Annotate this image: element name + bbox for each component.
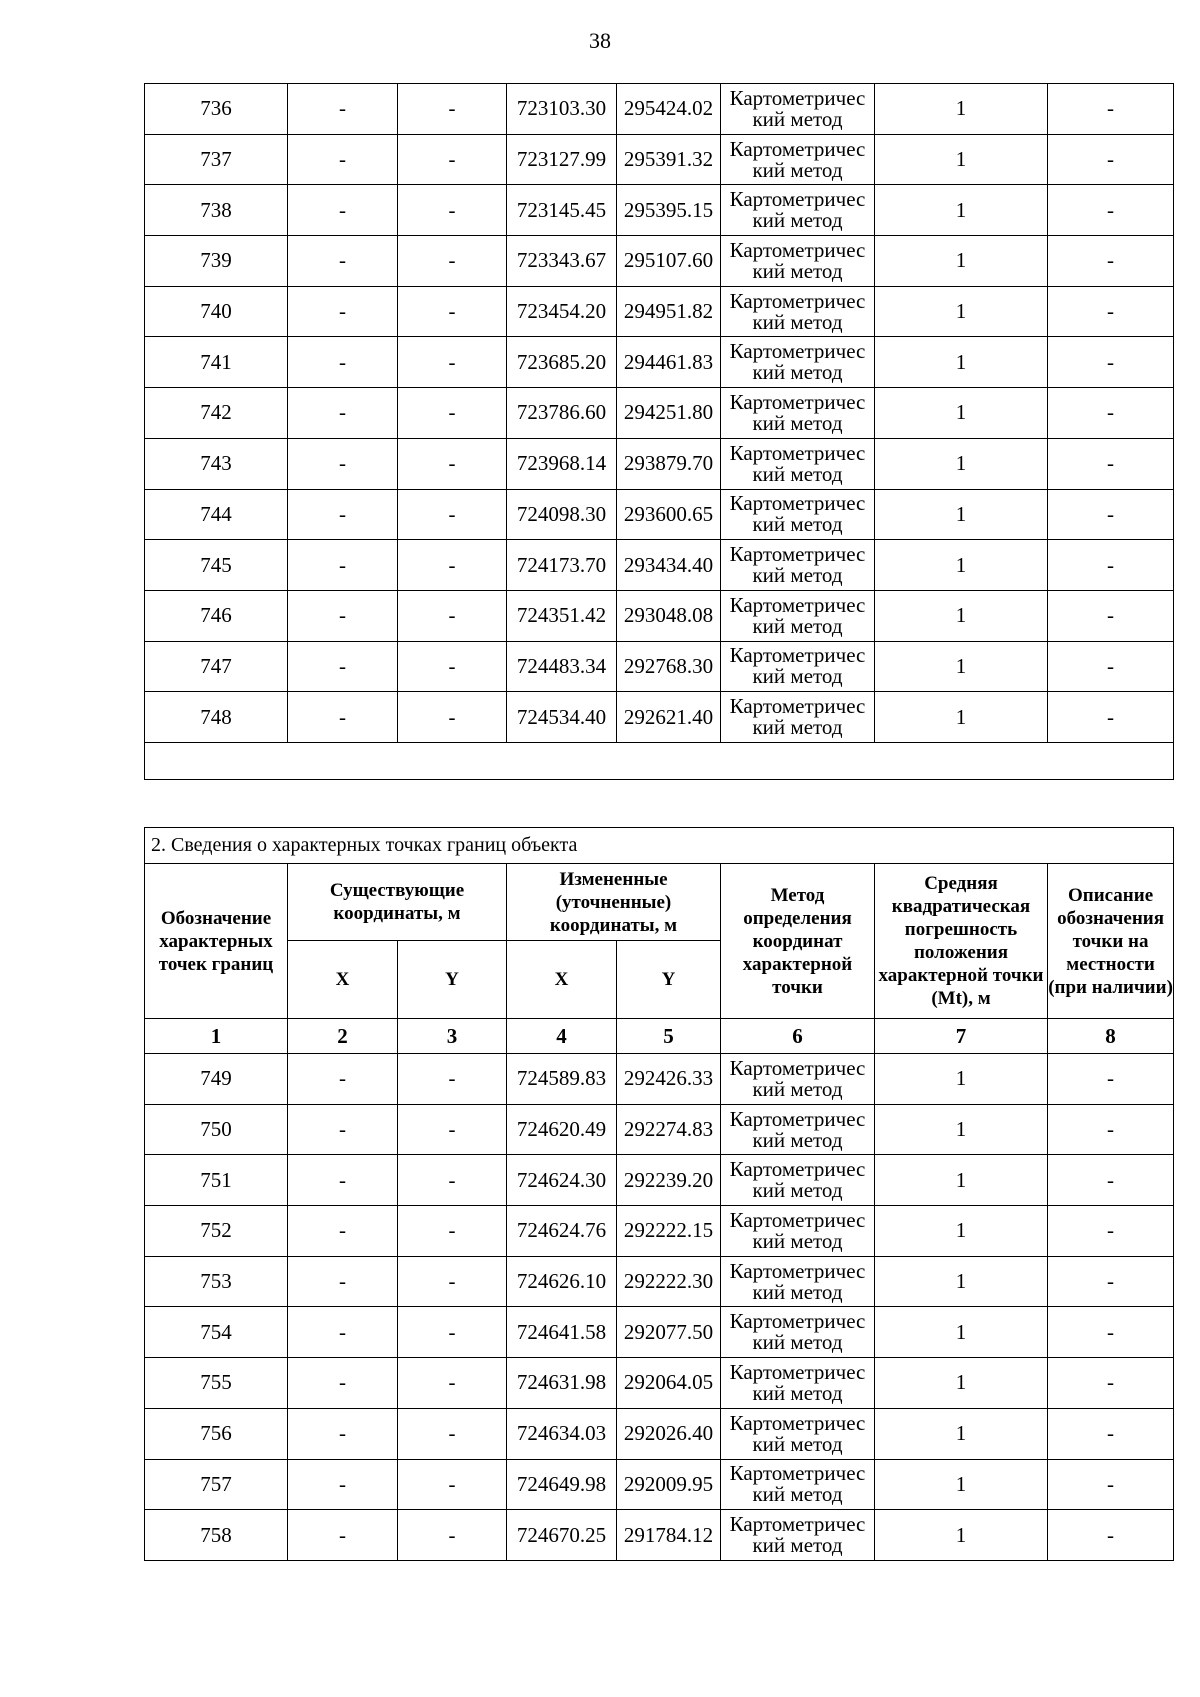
changed-y-cell: 292026.40: [617, 1408, 721, 1459]
mt-cell: 1: [875, 286, 1048, 337]
changed-x-cell: 723786.60: [507, 388, 617, 439]
changed-x-cell: 724483.34: [507, 641, 617, 692]
method-cell: [721, 1256, 875, 1307]
changed-x-cell: 724626.10: [507, 1256, 617, 1307]
point-cell: 740: [145, 286, 288, 337]
table-row: [145, 489, 1174, 540]
column-number: 1: [145, 1019, 288, 1054]
mt-cell: 1: [875, 1459, 1048, 1510]
existing-x-cell: -: [288, 438, 398, 489]
method-line: кий метод: [752, 309, 843, 334]
mt-cell: 1: [875, 540, 1048, 591]
table-row: [145, 540, 1174, 591]
changed-y-cell: 294951.82: [617, 286, 721, 337]
point-cell: 748: [145, 692, 288, 743]
method-cell: [721, 337, 875, 388]
table-row: [145, 134, 1174, 185]
method-line: Картометричес: [729, 85, 866, 110]
method-line: кий метод: [752, 106, 843, 131]
method-line: кий метод: [752, 258, 843, 283]
mt-cell: 1: [875, 1206, 1048, 1257]
table-row: [145, 1510, 1174, 1561]
method-line: Картометричес: [729, 1207, 866, 1232]
point-cell: 755: [145, 1358, 288, 1409]
mt-cell: 1: [875, 1408, 1048, 1459]
existing-y-cell: -: [398, 134, 507, 185]
existing-x-cell: -: [288, 1510, 398, 1561]
table-row: [145, 1155, 1174, 1206]
point-cell: 758: [145, 1510, 288, 1561]
method-line: кий метод: [752, 1279, 843, 1304]
existing-y-cell: -: [398, 388, 507, 439]
existing-x-cell: -: [288, 1307, 398, 1358]
method-line: Картометричес: [729, 339, 866, 364]
changed-x-cell: 724589.83: [507, 1054, 617, 1105]
description-cell: -: [1048, 286, 1174, 337]
method-cell: [721, 1155, 875, 1206]
description-cell: -: [1048, 692, 1174, 743]
existing-y-cell: -: [398, 1307, 507, 1358]
description-cell: -: [1048, 590, 1174, 641]
description-cell: -: [1048, 1206, 1174, 1257]
existing-y-cell: -: [398, 438, 507, 489]
changed-x-cell: 724631.98: [507, 1358, 617, 1409]
method-line: Картометричес: [729, 491, 866, 516]
changed-y-cell: 295395.15: [617, 185, 721, 236]
table-row: [145, 692, 1174, 743]
changed-y-cell: 295107.60: [617, 236, 721, 287]
table-row: [145, 1358, 1174, 1409]
method-cell: [721, 438, 875, 489]
method-cell: [721, 540, 875, 591]
existing-x-cell: -: [288, 1054, 398, 1105]
column-number: 2: [288, 1019, 398, 1054]
point-cell: 736: [145, 84, 288, 135]
table-row: [145, 1408, 1174, 1459]
existing-y-cell: -: [398, 1206, 507, 1257]
existing-y-cell: -: [398, 185, 507, 236]
mt-cell: 1: [875, 590, 1048, 641]
changed-x-cell: 723343.67: [507, 236, 617, 287]
existing-x-cell: -: [288, 236, 398, 287]
existing-x-cell: -: [288, 641, 398, 692]
point-cell: 742: [145, 388, 288, 439]
mt-cell: 1: [875, 641, 1048, 692]
method-line: кий метод: [752, 613, 843, 638]
point-cell: 738: [145, 185, 288, 236]
description-cell: -: [1048, 1256, 1174, 1307]
changed-y-cell: 294251.80: [617, 388, 721, 439]
mt-cell: 1: [875, 489, 1048, 540]
table-row: [145, 84, 1174, 135]
changed-y-cell: 295424.02: [617, 84, 721, 135]
method-cell: [721, 489, 875, 540]
method-line: кий метод: [752, 208, 843, 233]
method-cell: [721, 1408, 875, 1459]
changed-x-cell: 724641.58: [507, 1307, 617, 1358]
existing-y-cell: -: [398, 1155, 507, 1206]
method-line: кий метод: [752, 1482, 843, 1507]
header-method: Метод определения координат характерной точки: [721, 864, 875, 1019]
mt-cell: 1: [875, 1307, 1048, 1358]
existing-x-cell: -: [288, 134, 398, 185]
method-line: кий метод: [752, 1431, 843, 1456]
method-line: Картометричес: [729, 694, 866, 719]
method-line: кий метод: [752, 512, 843, 537]
description-cell: -: [1048, 1307, 1174, 1358]
existing-y-cell: -: [398, 286, 507, 337]
mt-cell: 1: [875, 1358, 1048, 1409]
method-cell: [721, 590, 875, 641]
table-row: [145, 590, 1174, 641]
changed-y-cell: 292274.83: [617, 1104, 721, 1155]
table-row: [145, 1256, 1174, 1307]
method-cell: [721, 1206, 875, 1257]
method-cell: [721, 1104, 875, 1155]
mt-cell: 1: [875, 236, 1048, 287]
header-existing-coords: Существующие координаты, м: [288, 864, 507, 941]
changed-y-cell: 292768.30: [617, 641, 721, 692]
point-cell: 756: [145, 1408, 288, 1459]
existing-y-cell: -: [398, 337, 507, 388]
method-line: Картометричес: [729, 1157, 866, 1182]
method-cell: [721, 185, 875, 236]
method-line: Картометричес: [729, 1359, 866, 1384]
changed-y-cell: 292009.95: [617, 1459, 721, 1510]
table-row: [145, 337, 1174, 388]
changed-x-cell: 724670.25: [507, 1510, 617, 1561]
changed-y-cell: 292426.33: [617, 1054, 721, 1105]
coordinates-table-continued: [144, 83, 1174, 780]
table-row: [145, 1206, 1174, 1257]
description-cell: -: [1048, 1155, 1174, 1206]
existing-y-cell: -: [398, 692, 507, 743]
changed-y-cell: 292621.40: [617, 692, 721, 743]
method-line: Картометричес: [729, 237, 866, 262]
table-row: [145, 1054, 1174, 1105]
method-line: Картометричес: [729, 187, 866, 212]
changed-y-cell: 292222.15: [617, 1206, 721, 1257]
description-cell: -: [1048, 1459, 1174, 1510]
existing-y-cell: -: [398, 590, 507, 641]
description-cell: -: [1048, 185, 1174, 236]
existing-x-cell: -: [288, 1256, 398, 1307]
method-cell: [721, 1054, 875, 1105]
method-line: Картометричес: [729, 288, 866, 313]
header-changed-coords: Измененные (уточненные) координаты, м: [507, 864, 721, 941]
mt-cell: 1: [875, 692, 1048, 743]
page-number: 38: [589, 28, 611, 53]
changed-y-cell: 292064.05: [617, 1358, 721, 1409]
method-cell: [721, 134, 875, 185]
changed-x-cell: 724624.76: [507, 1206, 617, 1257]
description-cell: -: [1048, 1104, 1174, 1155]
existing-y-cell: -: [398, 1408, 507, 1459]
table-row: [145, 236, 1174, 287]
method-line: Картометричес: [729, 1258, 866, 1283]
method-line: Картометричес: [729, 1512, 866, 1537]
changed-x-cell: 723103.30: [507, 84, 617, 135]
existing-x-cell: -: [288, 84, 398, 135]
point-cell: 753: [145, 1256, 288, 1307]
existing-y-cell: -: [398, 489, 507, 540]
point-cell: 747: [145, 641, 288, 692]
existing-y-cell: -: [398, 1256, 507, 1307]
existing-x-cell: -: [288, 286, 398, 337]
point-cell: 757: [145, 1459, 288, 1510]
method-line: Картометричес: [729, 440, 866, 465]
changed-x-cell: 724624.30: [507, 1155, 617, 1206]
point-cell: 749: [145, 1054, 288, 1105]
method-line: кий метод: [752, 1228, 843, 1253]
table-row: [145, 286, 1174, 337]
table-row: [145, 1104, 1174, 1155]
changed-x-cell: 724173.70: [507, 540, 617, 591]
existing-y-cell: -: [398, 1104, 507, 1155]
changed-y-cell: 292222.30: [617, 1256, 721, 1307]
header-point-designation: Обозначение характерных точек границ: [145, 864, 288, 1019]
description-cell: -: [1048, 1510, 1174, 1561]
header-mt-error: Средняя квадратическая погрешность положения характерной точки (Mt), м: [875, 864, 1048, 1019]
changed-x-cell: 723968.14: [507, 438, 617, 489]
changed-y-cell: 295391.32: [617, 134, 721, 185]
table2-body: [145, 1054, 1174, 1561]
method-cell: [721, 388, 875, 439]
method-cell: [721, 1358, 875, 1409]
existing-y-cell: -: [398, 1510, 507, 1561]
existing-x-cell: -: [288, 1408, 398, 1459]
column-number: 8: [1048, 1019, 1174, 1054]
method-line: Картометричес: [729, 1106, 866, 1131]
method-cell: [721, 1307, 875, 1358]
header-x-changed: X: [507, 941, 617, 1019]
method-cell: [721, 286, 875, 337]
point-cell: 750: [145, 1104, 288, 1155]
description-cell: -: [1048, 1054, 1174, 1105]
changed-y-cell: 294461.83: [617, 337, 721, 388]
existing-y-cell: -: [398, 1459, 507, 1510]
method-line: кий метод: [752, 563, 843, 588]
description-cell: -: [1048, 641, 1174, 692]
method-cell: [721, 1459, 875, 1510]
method-line: кий метод: [752, 664, 843, 689]
header-y-changed: Y: [617, 941, 721, 1019]
point-cell: 751: [145, 1155, 288, 1206]
description-cell: -: [1048, 1408, 1174, 1459]
method-cell: [721, 692, 875, 743]
method-line: кий метод: [752, 1178, 843, 1203]
existing-x-cell: -: [288, 1358, 398, 1409]
description-cell: -: [1048, 540, 1174, 591]
changed-y-cell: 293600.65: [617, 489, 721, 540]
existing-x-cell: -: [288, 590, 398, 641]
method-line: Картометричес: [729, 136, 866, 161]
description-cell: -: [1048, 388, 1174, 439]
changed-x-cell: 724620.49: [507, 1104, 617, 1155]
method-line: кий метод: [752, 1330, 843, 1355]
existing-x-cell: -: [288, 692, 398, 743]
column-number: 5: [617, 1019, 721, 1054]
mt-cell: 1: [875, 134, 1048, 185]
method-line: Картометричес: [729, 1410, 866, 1435]
existing-x-cell: -: [288, 185, 398, 236]
changed-y-cell: 293434.40: [617, 540, 721, 591]
description-cell: -: [1048, 489, 1174, 540]
description-cell: -: [1048, 337, 1174, 388]
header-description: Описание обозначения точки на местности (при наличии): [1048, 864, 1174, 1019]
mt-cell: 1: [875, 1256, 1048, 1307]
mt-cell: 1: [875, 1104, 1048, 1155]
existing-y-cell: -: [398, 1054, 507, 1105]
method-line: кий метод: [752, 715, 843, 740]
point-cell: 745: [145, 540, 288, 591]
mt-cell: 1: [875, 1054, 1048, 1105]
method-line: Картометричес: [729, 389, 866, 414]
changed-y-cell: 291784.12: [617, 1510, 721, 1561]
method-line: Картометричес: [729, 643, 866, 668]
method-line: Картометричес: [729, 1461, 866, 1486]
table-row: [145, 641, 1174, 692]
method-line: Картометричес: [729, 1309, 866, 1334]
changed-x-cell: 724351.42: [507, 590, 617, 641]
changed-x-cell: 724649.98: [507, 1459, 617, 1510]
changed-x-cell: 723454.20: [507, 286, 617, 337]
table-row: [145, 1307, 1174, 1358]
mt-cell: 1: [875, 388, 1048, 439]
method-line: кий метод: [752, 410, 843, 435]
existing-x-cell: -: [288, 1104, 398, 1155]
existing-y-cell: -: [398, 641, 507, 692]
changed-y-cell: 293879.70: [617, 438, 721, 489]
changed-x-cell: 724634.03: [507, 1408, 617, 1459]
header-x-existing: X: [288, 941, 398, 1019]
method-cell: [721, 84, 875, 135]
mt-cell: 1: [875, 438, 1048, 489]
point-cell: 754: [145, 1307, 288, 1358]
method-cell: [721, 236, 875, 287]
description-cell: -: [1048, 84, 1174, 135]
method-cell: [721, 641, 875, 692]
changed-x-cell: 724098.30: [507, 489, 617, 540]
existing-x-cell: -: [288, 489, 398, 540]
existing-x-cell: -: [288, 337, 398, 388]
mt-cell: 1: [875, 337, 1048, 388]
existing-y-cell: -: [398, 1358, 507, 1409]
description-cell: -: [1048, 236, 1174, 287]
point-cell: 746: [145, 590, 288, 641]
mt-cell: 1: [875, 1155, 1048, 1206]
changed-y-cell: 292239.20: [617, 1155, 721, 1206]
table-row: [145, 185, 1174, 236]
point-cell: 752: [145, 1206, 288, 1257]
method-line: Картометричес: [729, 542, 866, 567]
existing-y-cell: -: [398, 236, 507, 287]
existing-x-cell: -: [288, 1459, 398, 1510]
method-line: кий метод: [752, 360, 843, 385]
existing-x-cell: -: [288, 1206, 398, 1257]
changed-x-cell: 724534.40: [507, 692, 617, 743]
description-cell: -: [1048, 1358, 1174, 1409]
mt-cell: 1: [875, 1510, 1048, 1561]
method-line: кий метод: [752, 461, 843, 486]
point-cell: 741: [145, 337, 288, 388]
existing-x-cell: -: [288, 540, 398, 591]
point-cell: 743: [145, 438, 288, 489]
column-number: 3: [398, 1019, 507, 1054]
existing-y-cell: -: [398, 84, 507, 135]
existing-x-cell: -: [288, 1155, 398, 1206]
method-line: кий метод: [752, 1380, 843, 1405]
mt-cell: 1: [875, 185, 1048, 236]
method-line: кий метод: [752, 1533, 843, 1558]
table-row: [145, 438, 1174, 489]
description-cell: -: [1048, 134, 1174, 185]
table1-empty-row: [145, 742, 1174, 779]
method-line: кий метод: [752, 1127, 843, 1152]
point-cell: 739: [145, 236, 288, 287]
table-row: [145, 1459, 1174, 1510]
existing-x-cell: -: [288, 388, 398, 439]
description-cell: -: [1048, 438, 1174, 489]
changed-x-cell: 723685.20: [507, 337, 617, 388]
boundary-points-table: [144, 827, 1174, 1561]
column-number: 6: [721, 1019, 875, 1054]
changed-x-cell: 723127.99: [507, 134, 617, 185]
mt-cell: 1: [875, 84, 1048, 135]
table1-body: [145, 84, 1174, 743]
point-cell: 737: [145, 134, 288, 185]
method-cell: [721, 1510, 875, 1561]
column-number: 4: [507, 1019, 617, 1054]
point-cell: 744: [145, 489, 288, 540]
table-row: [145, 388, 1174, 439]
changed-x-cell: 723145.45: [507, 185, 617, 236]
method-line: Картометричес: [729, 1055, 866, 1080]
changed-y-cell: 293048.08: [617, 590, 721, 641]
method-line: кий метод: [752, 157, 843, 182]
method-line: Картометричес: [729, 592, 866, 617]
column-number: 7: [875, 1019, 1048, 1054]
section-title: 2. Сведения о характерных точках границ объекта: [145, 828, 1174, 864]
header-y-existing: Y: [398, 941, 507, 1019]
method-line: кий метод: [752, 1076, 843, 1101]
changed-y-cell: 292077.50: [617, 1307, 721, 1358]
existing-y-cell: -: [398, 540, 507, 591]
